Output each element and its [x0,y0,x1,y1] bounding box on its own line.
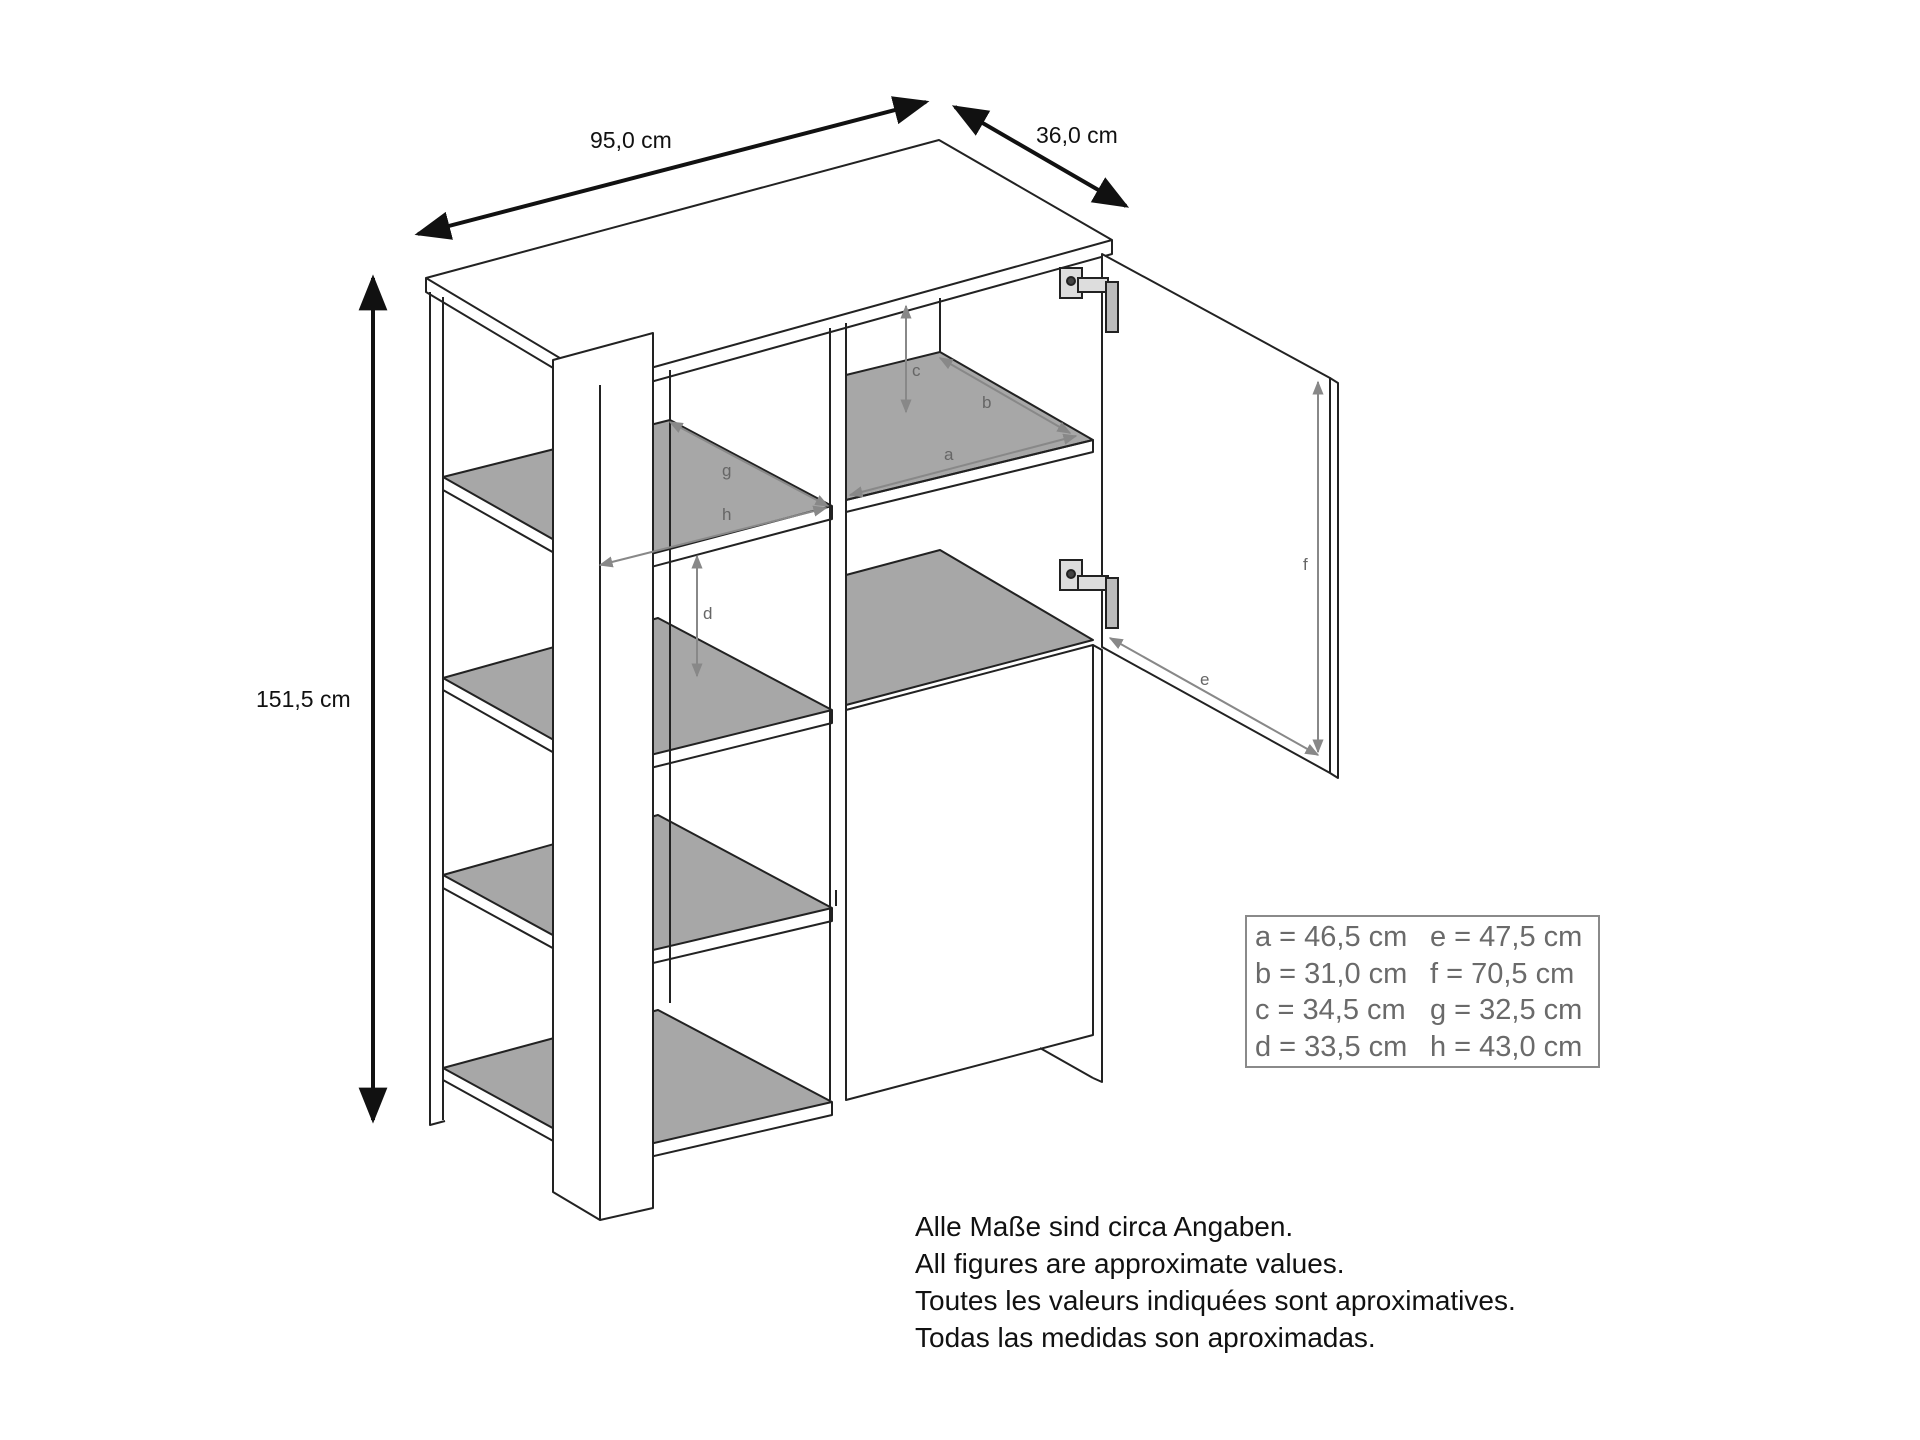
width-label: 95,0 cm [590,127,672,153]
front-upright [553,333,653,1220]
approximation-notes [915,1208,1516,1356]
legend-row [1255,956,1598,993]
legend-d: d = 33,5 cm [1255,1030,1408,1063]
legend-row [1255,992,1598,1029]
letter-c: c [912,361,921,380]
note-spanish: Todas las medidas son aproximadas. [915,1322,1376,1353]
letter-d: d [703,604,713,623]
letter-a: a [944,445,954,464]
legend-f: f = 70,5 cm [1430,957,1575,990]
note-french: Toutes les valeurs indiquées sont aproximatives. [915,1285,1516,1316]
letter-g: g [722,461,732,480]
lower-door [846,645,1093,1100]
legend-row [1255,1029,1598,1066]
depth-label: 36,0 cm [1036,122,1118,148]
legend-g: g = 32,5 cm [1430,994,1583,1026]
legend-e: e = 47,5 cm [1430,921,1583,953]
height-label: 151,5 cm [256,686,351,712]
open-door [1102,254,1330,773]
legend-h: h = 43,0 cm [1430,1030,1583,1063]
note-english: All figures are approximate values. [915,1248,1345,1279]
legend-c: c = 34,5 cm [1255,994,1406,1026]
top-panel [426,140,1112,382]
letter-b: b [982,393,992,412]
legend-row [1255,919,1598,956]
note-german: Alle Maße sind circa Angaben. [915,1211,1294,1242]
dimensions-legend [1245,915,1600,1068]
letter-e: e [1200,670,1210,689]
legend-a: a = 46,5 cm [1255,921,1408,953]
letter-f: f [1303,555,1308,574]
letter-h: h [722,505,732,524]
legend-b: b = 31,0 cm [1255,957,1408,990]
